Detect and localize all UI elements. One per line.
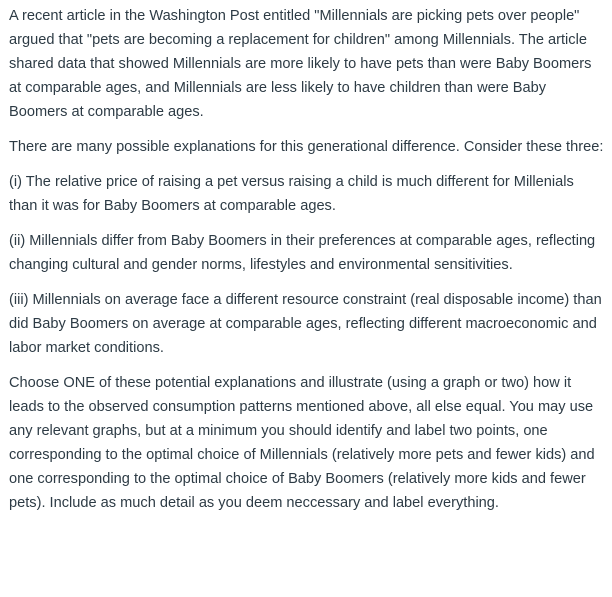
paragraph-explanation-preferences: (ii) Millennials differ from Baby Boomers in their preferences at comparable ages, reflecting changing cultural and gender norms, lifestyles and environmental sensitivities.	[9, 233, 596, 273]
paragraph-task-instructions: Choose ONE of these potential explanations and illustrate (using a graph or two) how it leads to the observed consumption patterns mentioned above, all else equal. You may use any relevant graphs, but at a minimum you should identify and label two points, one corresponding to the optimal choice of Millennials (relatively more pets and fewer kids) and one corresponding to the optimal choice of Baby Boomers (relatively more kids and fewer pets). Include as much detail as you deem neccessary and label everything.	[9, 375, 595, 511]
paragraph-explanation-relative-price: (i) The relative price of raising a pet versus raising a child is much different for Millenials than it was for Baby Boomers at comparable ages.	[9, 174, 574, 214]
paragraph-explanations-intro: There are many possible explanations for this generational difference. Consider these three:	[9, 139, 604, 155]
paragraph-article-summary: A recent article in the Washington Post entitled "Millennials are picking pets over people" argued that "pets are becoming a replacement for children" among Millennials. The article shared data that showed Millennials are more likely to have pets than were Baby Boomers at comparable ages, and Millennials are less likely to have children than were Baby Boomers at comparable ages.	[9, 8, 592, 120]
paragraph-explanation-resource-constraint: (iii) Millennials on average face a different resource constraint (real disposable income) than did Baby Boomers on average at comparable ages, reflecting different macroeconomic and labor market conditions.	[9, 292, 602, 356]
